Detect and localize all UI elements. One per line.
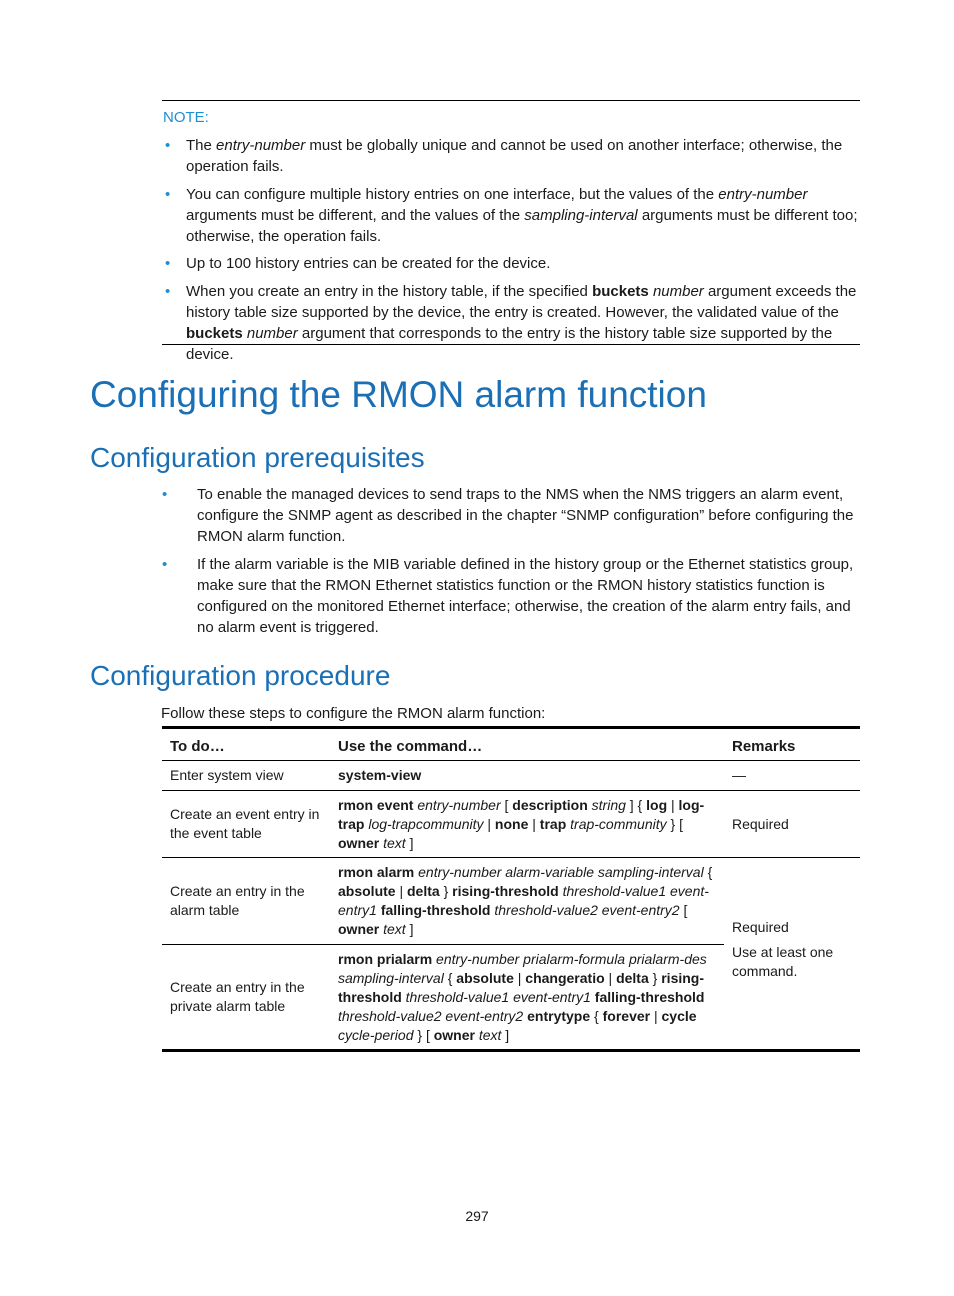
keyword: entrytype (527, 1007, 591, 1024)
keyword: description (512, 796, 588, 813)
note-item (162, 135, 860, 177)
note-item (162, 253, 860, 274)
page-title: Configuring the RMON alarm function (90, 374, 707, 415)
remarks-cell: Required (724, 791, 860, 858)
todo-cell: Enter system view (162, 761, 330, 791)
bullet-icon: • (162, 556, 168, 573)
text-run: | (528, 815, 540, 832)
todo-cell: Create an entry in the alarm table (162, 858, 330, 945)
command-cell (330, 945, 724, 1051)
keyword: falling-threshold (594, 988, 705, 1005)
page-number: 297 (465, 1208, 489, 1224)
argument: threshold-value2 event-entry2 (494, 902, 680, 918)
text-run: arguments must be different too; otherwise, the operation fails. (186, 207, 858, 245)
keyword: buckets (186, 325, 243, 342)
note-box (162, 100, 860, 363)
bullet-icon: • (165, 283, 171, 300)
section-heading-procedure: Configuration procedure (90, 660, 391, 691)
keyword: none (494, 815, 529, 832)
remarks-cell (724, 858, 860, 1051)
keyword: delta (407, 883, 440, 899)
bullet-icon: • (162, 486, 168, 503)
todo-cell: Create an event entry in the event table (162, 791, 330, 858)
argument: log-trapcommunity (368, 815, 484, 832)
column-header-command: Use the command… (330, 728, 724, 761)
argument: entry-number (216, 137, 306, 154)
table-row (162, 858, 860, 945)
procedure-intro: Follow these steps to configure the RMON alarm function: (161, 705, 546, 722)
keyword: delta (616, 969, 649, 986)
note-item-text (186, 281, 860, 365)
keyword: owner (338, 921, 380, 937)
keyword: absolute (338, 883, 396, 899)
text-run: } (439, 883, 453, 899)
text-run: { (703, 864, 713, 880)
command-cell (330, 761, 724, 791)
text-run: [ (679, 902, 688, 918)
keyword: rising-threshold (338, 969, 705, 1005)
argument: text (383, 834, 406, 851)
text-run: When you create an entry in the history table, if the specified (186, 283, 593, 300)
procedure-table (162, 726, 860, 1052)
argument: entry-number prialarm-formula prialarm-des sampling-interval (338, 950, 707, 986)
remarks-note: Use at least one command. (732, 944, 834, 979)
keyword: owner (433, 1026, 475, 1043)
keyword: rmon event (338, 796, 414, 813)
note-item-text (186, 253, 860, 274)
bullet-icon: • (165, 137, 171, 154)
text-run: { (590, 1007, 603, 1024)
bullet-icon: • (165, 255, 171, 272)
argument: entry-number alarm-variable sampling-interval (418, 864, 704, 880)
text-run: argument that corresponds to the entry is the history table size supported by the device. (186, 325, 833, 363)
text-run: [ (500, 796, 513, 813)
argument: cycle-period (338, 1026, 414, 1043)
argument: entry-number (417, 796, 501, 813)
argument: string (591, 796, 626, 813)
argument: number (652, 283, 704, 300)
section-heading-prerequisites: Configuration prerequisites (90, 442, 425, 473)
remarks-cell: — (724, 761, 860, 791)
text-run: ] { (625, 796, 647, 813)
text-run: | (650, 1007, 662, 1024)
argument: number (246, 325, 298, 342)
keyword: absolute (456, 969, 514, 986)
text-run: { (443, 969, 457, 986)
text-run: } [ (413, 1026, 434, 1043)
todo-cell: Create an entry in the private alarm table (162, 945, 330, 1051)
column-header-todo: To do… (162, 728, 330, 761)
keyword: changeratio (525, 969, 605, 986)
table-header-row (162, 728, 860, 761)
list-item-text: To enable the managed devices to send traps to the NMS when the NMS triggers an alarm event, configure the SNMP agent as described in the chapter “SNMP configuration” before configuring the RMON alarm function. (197, 486, 854, 545)
note-item (162, 281, 860, 365)
text-run: } (648, 969, 662, 986)
text-run: Up to 100 history entries can be created for the device. (186, 255, 551, 272)
keyword: buckets (592, 283, 649, 300)
note-item-text (186, 135, 860, 177)
command-cell (330, 858, 724, 945)
column-header-remarks: Remarks (724, 728, 860, 761)
list-item (162, 484, 866, 547)
argument: trap-community (570, 815, 667, 832)
bullet-icon: • (165, 186, 171, 203)
text-run: } [ (666, 815, 683, 832)
keyword: system-view (338, 767, 422, 783)
keyword: log (646, 796, 668, 813)
text-run: | (395, 883, 407, 899)
note-label: NOTE: (163, 109, 209, 126)
text-run: | (483, 815, 495, 832)
note-item-text (186, 184, 860, 247)
list-item-text: If the alarm variable is the MIB variable defined in the history group or the Ethernet statistics group, make sure that the RMON Ethernet statistics function or the RMON history statistics function is configured on the monitored Ethernet interface; otherwise, the creation of the alarm entry fails, and no alarm event is triggered. (197, 556, 854, 636)
argument: threshold-value1 event-entry1 (338, 883, 709, 918)
keyword: trap (539, 815, 567, 832)
keyword: rising-threshold (452, 883, 559, 899)
text-run: argument exceeds the history table size supported by the device, the entry is created. However, the validated value of the (186, 283, 857, 321)
keyword: cycle (661, 1007, 697, 1024)
argument: entry-number (718, 186, 808, 203)
text-run: ] (501, 1026, 510, 1043)
list-item (162, 554, 866, 638)
argument: sampling-interval (524, 207, 638, 224)
text-run: | (667, 796, 679, 813)
command-cell (330, 791, 724, 858)
argument: threshold-value1 event-entry1 (405, 988, 591, 1005)
table-row (162, 791, 860, 858)
argument: threshold-value2 event-entry2 (338, 1007, 524, 1024)
argument: text (478, 1026, 502, 1043)
remarks-required: Required (732, 919, 789, 935)
text-run: must be globally unique and cannot be used on another interface; otherwise, the operation fails. (186, 137, 843, 175)
keyword: rmon alarm (338, 864, 415, 880)
text-run: The (186, 137, 217, 154)
keyword: rmon prialarm (338, 950, 433, 967)
text-run: | (604, 969, 617, 986)
note-item (162, 184, 860, 247)
keyword: falling-threshold (380, 902, 491, 918)
text-run: You can configure multiple history entries on one interface, but the values of the (186, 186, 719, 203)
text-run: arguments must be different, and the values of the (186, 207, 525, 224)
text-run: ] (405, 834, 414, 851)
text-run: ] (405, 921, 414, 937)
table-row (162, 761, 860, 791)
keyword: forever (602, 1007, 651, 1024)
keyword: owner (338, 834, 380, 851)
argument: text (383, 921, 406, 937)
keyword: log-trap (338, 796, 705, 832)
text-run: | (513, 969, 526, 986)
